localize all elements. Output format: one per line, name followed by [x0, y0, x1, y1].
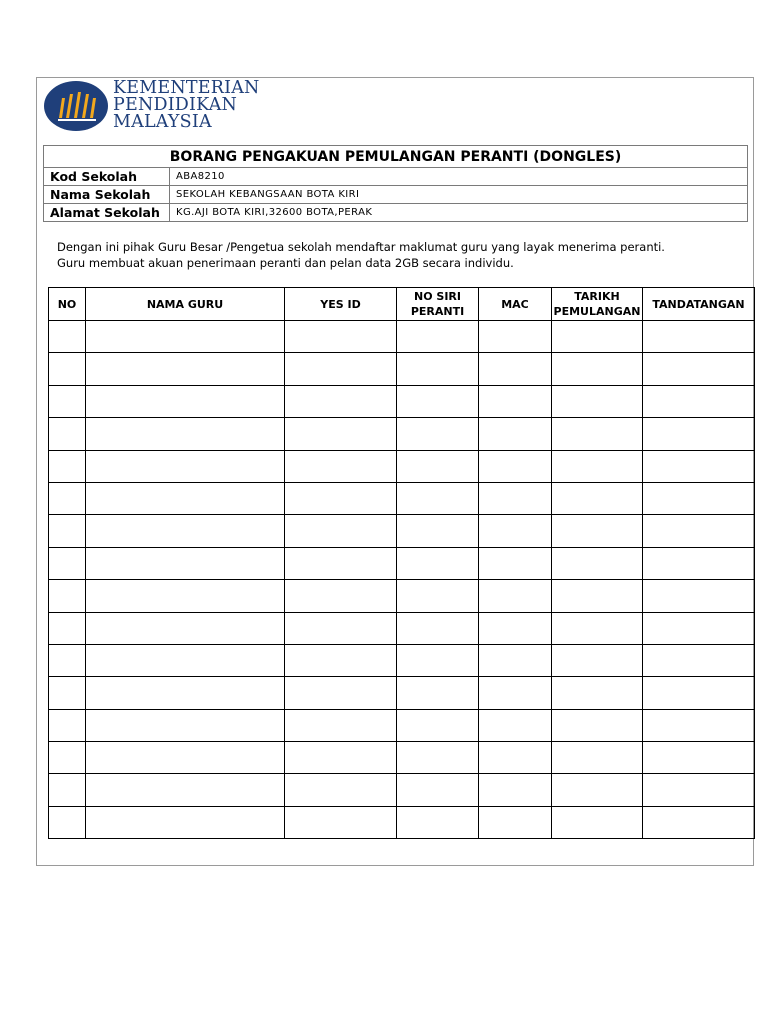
- cell-yes-id[interactable]: [285, 353, 397, 385]
- table-row: [49, 385, 755, 417]
- cell-mac[interactable]: [479, 644, 552, 676]
- cell-nama-guru[interactable]: [86, 709, 285, 741]
- cell-yes-id[interactable]: [285, 418, 397, 450]
- cell-no-siri-peranti[interactable]: [397, 806, 479, 838]
- table-row: [49, 806, 755, 838]
- cell-yes-id[interactable]: [285, 612, 397, 644]
- cell-mac[interactable]: [479, 806, 552, 838]
- cell-yes-id[interactable]: [285, 450, 397, 482]
- cell-yes-id[interactable]: [285, 385, 397, 417]
- cell-no[interactable]: [49, 482, 86, 514]
- cell-yes-id[interactable]: [285, 806, 397, 838]
- table-row: [49, 353, 755, 385]
- cell-mac[interactable]: [479, 353, 552, 385]
- cell-no-siri-peranti[interactable]: [397, 418, 479, 450]
- kod-sekolah-value: ABA8210: [170, 168, 748, 186]
- table-row: [49, 709, 755, 741]
- cell-tandatangan[interactable]: [643, 385, 755, 417]
- cell-mac[interactable]: [479, 321, 552, 353]
- cell-mac[interactable]: [479, 612, 552, 644]
- form-title: BORANG PENGAKUAN PEMULANGAN PERANTI (DONGLES): [44, 146, 748, 168]
- cell-no[interactable]: [49, 450, 86, 482]
- cell-no-siri-peranti[interactable]: [397, 709, 479, 741]
- cell-tandatangan[interactable]: [643, 644, 755, 676]
- cell-mac[interactable]: [479, 450, 552, 482]
- cell-no[interactable]: [49, 709, 86, 741]
- cell-yes-id[interactable]: [285, 547, 397, 579]
- cell-nama-guru[interactable]: [86, 677, 285, 709]
- cell-no-siri-peranti[interactable]: [397, 677, 479, 709]
- table-row: [49, 580, 755, 612]
- cell-nama-guru[interactable]: [86, 644, 285, 676]
- logo-line-2: PENDIDIKAN: [113, 95, 238, 115]
- cell-tarikh-pemulangan[interactable]: [552, 353, 643, 385]
- cell-no[interactable]: [49, 774, 86, 806]
- cell-mac[interactable]: [479, 418, 552, 450]
- col-header-tarikh-pemulangan: TARIKH PEMULANGAN: [552, 288, 643, 321]
- cell-no[interactable]: [49, 806, 86, 838]
- table-header-row: [49, 288, 755, 321]
- cell-nama-guru[interactable]: [86, 547, 285, 579]
- info-row-alamat: [44, 204, 748, 222]
- cell-no-siri-peranti[interactable]: [397, 612, 479, 644]
- cell-no[interactable]: [49, 353, 86, 385]
- cell-nama-guru[interactable]: [86, 353, 285, 385]
- cell-mac[interactable]: [479, 515, 552, 547]
- cell-tarikh-pemulangan[interactable]: [552, 644, 643, 676]
- cell-tarikh-pemulangan[interactable]: [552, 742, 643, 774]
- cell-tandatangan[interactable]: [643, 450, 755, 482]
- cell-mac[interactable]: [479, 580, 552, 612]
- cell-no-siri-peranti[interactable]: [397, 547, 479, 579]
- cell-tarikh-pemulangan[interactable]: [552, 709, 643, 741]
- cell-tandatangan[interactable]: [643, 612, 755, 644]
- ministry-logo: [43, 80, 273, 132]
- cell-tandatangan[interactable]: [643, 580, 755, 612]
- cell-yes-id[interactable]: [285, 677, 397, 709]
- cell-nama-guru[interactable]: [86, 806, 285, 838]
- cell-no-siri-peranti[interactable]: [397, 515, 479, 547]
- cell-yes-id[interactable]: [285, 321, 397, 353]
- cell-yes-id[interactable]: [285, 774, 397, 806]
- cell-no-siri-peranti[interactable]: [397, 353, 479, 385]
- instruction-note: [57, 239, 665, 271]
- cell-no[interactable]: [49, 644, 86, 676]
- cell-tarikh-pemulangan[interactable]: [552, 385, 643, 417]
- cell-nama-guru[interactable]: [86, 580, 285, 612]
- table-row: [49, 418, 755, 450]
- col-header-tandatangan: TANDATANGAN: [643, 288, 755, 321]
- kpm-emblem-icon: [43, 80, 109, 132]
- table-row: [49, 482, 755, 514]
- table-row: [49, 644, 755, 676]
- kod-sekolah-label: Kod Sekolah: [44, 168, 170, 186]
- table-row: [49, 612, 755, 644]
- cell-no-siri-peranti[interactable]: [397, 321, 479, 353]
- nama-sekolah-label: Nama Sekolah: [44, 186, 170, 204]
- note-line-2: Guru membuat akuan penerimaan peranti dan pelan data 2GB secara individu.: [57, 256, 514, 270]
- col-header-no: NO: [49, 288, 86, 321]
- cell-yes-id[interactable]: [285, 515, 397, 547]
- cell-nama-guru[interactable]: [86, 450, 285, 482]
- cell-no-siri-peranti[interactable]: [397, 482, 479, 514]
- alamat-sekolah-value: KG.AJI BOTA KIRI,32600 BOTA,PERAK: [170, 204, 748, 222]
- cell-no[interactable]: [49, 580, 86, 612]
- table-row: [49, 677, 755, 709]
- cell-mac[interactable]: [479, 385, 552, 417]
- cell-tarikh-pemulangan[interactable]: [552, 515, 643, 547]
- info-row-kod: [44, 168, 748, 186]
- cell-tarikh-pemulangan[interactable]: [552, 547, 643, 579]
- cell-nama-guru[interactable]: [86, 612, 285, 644]
- logo-wordmark: [113, 80, 260, 131]
- cell-yes-id[interactable]: [285, 482, 397, 514]
- cell-tandatangan[interactable]: [643, 515, 755, 547]
- cell-tandatangan[interactable]: [643, 709, 755, 741]
- cell-no-siri-peranti[interactable]: [397, 774, 479, 806]
- cell-no-siri-peranti[interactable]: [397, 385, 479, 417]
- cell-mac[interactable]: [479, 774, 552, 806]
- cell-tandatangan[interactable]: [643, 677, 755, 709]
- cell-yes-id[interactable]: [285, 709, 397, 741]
- cell-nama-guru[interactable]: [86, 515, 285, 547]
- cell-nama-guru[interactable]: [86, 482, 285, 514]
- cell-tarikh-pemulangan[interactable]: [552, 418, 643, 450]
- cell-nama-guru[interactable]: [86, 321, 285, 353]
- table-row: [49, 547, 755, 579]
- cell-no-siri-peranti[interactable]: [397, 450, 479, 482]
- cell-nama-guru[interactable]: [86, 774, 285, 806]
- cell-tarikh-pemulangan[interactable]: [552, 774, 643, 806]
- school-info-table: [43, 145, 748, 222]
- cell-no[interactable]: [49, 742, 86, 774]
- logo-line-1: KEMENTERIAN: [113, 78, 260, 98]
- table-row: [49, 774, 755, 806]
- cell-no[interactable]: [49, 547, 86, 579]
- cell-nama-guru[interactable]: [86, 385, 285, 417]
- form-page: [36, 77, 754, 866]
- col-header-mac: MAC: [479, 288, 552, 321]
- cell-no-siri-peranti[interactable]: [397, 580, 479, 612]
- note-line-1: Dengan ini pihak Guru Besar /Pengetua sekolah mendaftar maklumat guru yang layak menerima peranti.: [57, 240, 665, 254]
- cell-no[interactable]: [49, 321, 86, 353]
- cell-tandatangan[interactable]: [643, 742, 755, 774]
- cell-tandatangan[interactable]: [643, 806, 755, 838]
- logo-line-3: MALAYSIA: [113, 112, 212, 132]
- cell-tandatangan[interactable]: [643, 353, 755, 385]
- col-header-nama-guru: NAMA GURU: [86, 288, 285, 321]
- cell-tarikh-pemulangan[interactable]: [552, 321, 643, 353]
- cell-tarikh-pemulangan[interactable]: [552, 806, 643, 838]
- table-row: [49, 450, 755, 482]
- cell-nama-guru[interactable]: [86, 742, 285, 774]
- col-header-no-siri-peranti: NO SIRI PERANTI: [397, 288, 479, 321]
- nama-sekolah-value: SEKOLAH KEBANGSAAN BOTA KIRI: [170, 186, 748, 204]
- cell-mac[interactable]: [479, 742, 552, 774]
- cell-mac[interactable]: [479, 547, 552, 579]
- cell-tandatangan[interactable]: [643, 547, 755, 579]
- cell-tarikh-pemulangan[interactable]: [552, 450, 643, 482]
- cell-mac[interactable]: [479, 677, 552, 709]
- teacher-table: [48, 287, 755, 839]
- cell-mac[interactable]: [479, 709, 552, 741]
- cell-no[interactable]: [49, 612, 86, 644]
- cell-tandatangan[interactable]: [643, 321, 755, 353]
- cell-no[interactable]: [49, 515, 86, 547]
- cell-tandatangan[interactable]: [643, 774, 755, 806]
- info-row-nama: [44, 186, 748, 204]
- table-row: [49, 515, 755, 547]
- cell-tarikh-pemulangan[interactable]: [552, 482, 643, 514]
- cell-no[interactable]: [49, 418, 86, 450]
- cell-tandatangan[interactable]: [643, 418, 755, 450]
- cell-no-siri-peranti[interactable]: [397, 742, 479, 774]
- cell-yes-id[interactable]: [285, 742, 397, 774]
- cell-tarikh-pemulangan[interactable]: [552, 580, 643, 612]
- alamat-sekolah-label: Alamat Sekolah: [44, 204, 170, 222]
- cell-nama-guru[interactable]: [86, 418, 285, 450]
- table-row: [49, 321, 755, 353]
- cell-no[interactable]: [49, 385, 86, 417]
- cell-tarikh-pemulangan[interactable]: [552, 612, 643, 644]
- cell-mac[interactable]: [479, 482, 552, 514]
- cell-no[interactable]: [49, 677, 86, 709]
- cell-yes-id[interactable]: [285, 644, 397, 676]
- cell-tarikh-pemulangan[interactable]: [552, 677, 643, 709]
- cell-yes-id[interactable]: [285, 580, 397, 612]
- cell-no-siri-peranti[interactable]: [397, 644, 479, 676]
- table-row: [49, 742, 755, 774]
- col-header-yes-id: YES ID: [285, 288, 397, 321]
- cell-tandatangan[interactable]: [643, 482, 755, 514]
